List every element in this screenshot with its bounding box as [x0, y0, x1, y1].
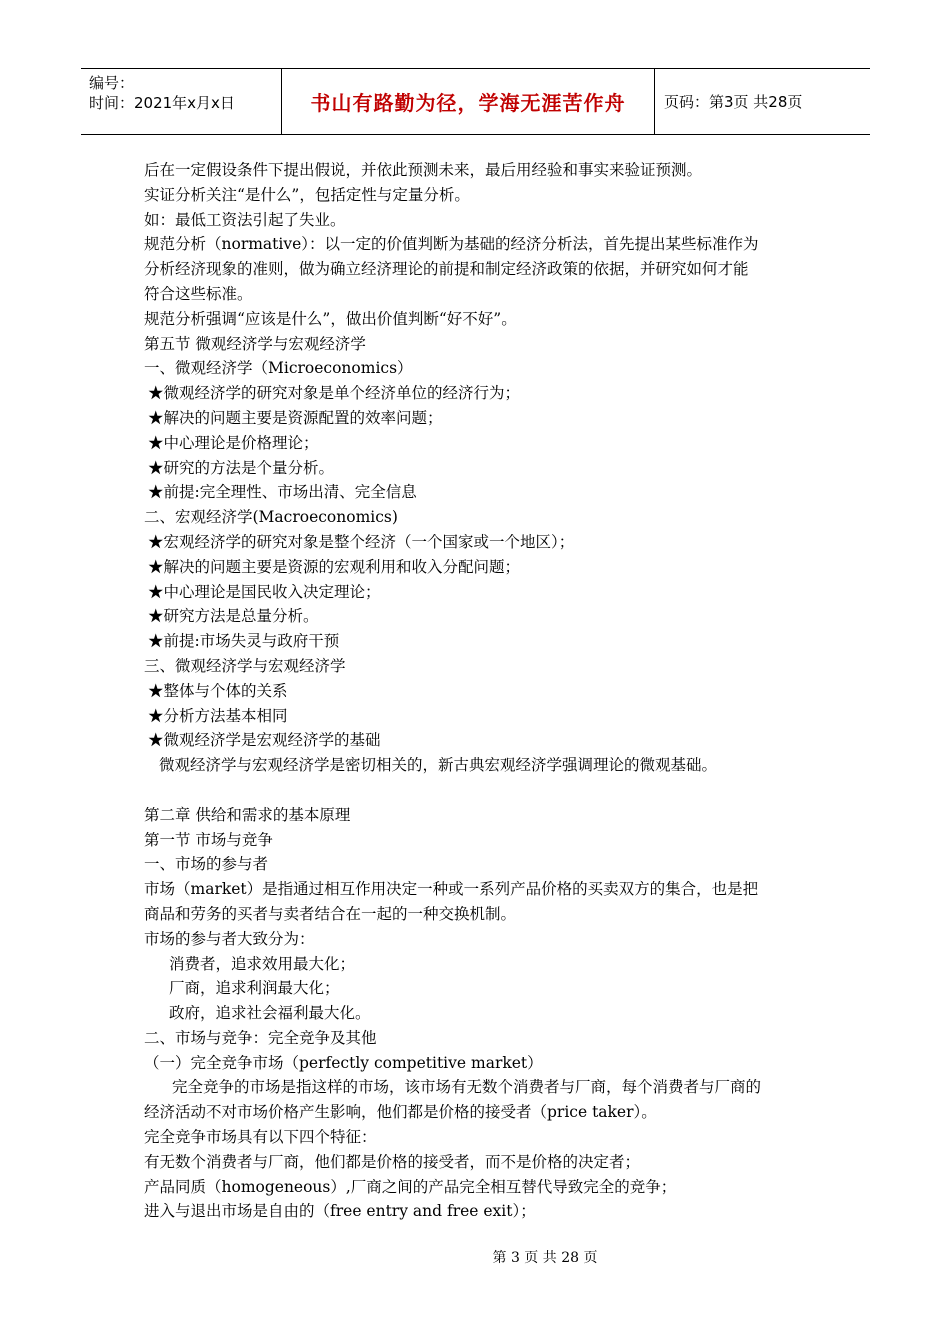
bullet-item: ★前提:完全理性、市场出清、完全信息	[148, 483, 417, 502]
paragraph-line: 市场的参与者大致分为：	[144, 929, 315, 948]
bullet-item: ★宏观经济学的研究对象是整个经济（一个国家或一个地区）；	[148, 532, 575, 551]
bullet-item: ★研究方法是总量分析。	[148, 607, 319, 626]
subsection-heading: 二、市场与竞争：完全竞争及其他	[144, 1028, 377, 1047]
bullet-item: ★分析方法基本相同	[148, 706, 288, 725]
paragraph-line: 经济活动不对市场价格产生影响，他们都是价格的接受者（price taker）。	[144, 1103, 657, 1122]
paragraph-line: 有无数个消费者与厂商，他们都是价格的接受者，而不是价格的决定者；	[144, 1152, 641, 1171]
bullet-item: ★研究的方法是个量分析。	[148, 458, 335, 477]
section-heading: 第一节 市场与竞争	[144, 830, 273, 849]
bullet-item: ★中心理论是价格理论；	[148, 433, 319, 452]
paragraph-line: 完全竞争市场具有以下四个特征：	[144, 1128, 377, 1147]
bullet-item: ★解决的问题主要是资源的宏观利用和收入分配问题；	[148, 557, 521, 576]
page-footer: 第 3 页 共 28 页	[492, 1250, 598, 1266]
paragraph-line: 微观经济学与宏观经济学是密切相关的，新古典宏观经济学强调理论的微观基础。	[159, 756, 718, 775]
subsection-heading: 一、微观经济学（Microeconomics）	[144, 359, 413, 378]
text-line: 规范分析强调“应该是什么”，做出价值判断“好不好”。	[144, 309, 517, 328]
paragraph-line: 产品同质（homogeneous）,厂商之间的产品完全相互替代导致完全的竞争；	[144, 1177, 677, 1196]
text-line: 实证分析关注“是什么”，包括定性与定量分析。	[144, 185, 470, 204]
subsection-heading: 一、市场的参与者	[144, 855, 269, 874]
paragraph-line: 商品和劳务的买者与卖者结合在一起的一种交换机制。	[144, 904, 517, 923]
bullet-item: ★解决的问题主要是资源配置的效率问题；	[148, 408, 443, 427]
text-line: 如：最低工资法引起了失业。	[144, 210, 346, 229]
header-number-label: 编号：	[89, 74, 135, 92]
subsection-heading: 二、宏观经济学(Macroeconomics)	[144, 508, 398, 527]
bullet-item: ★微观经济学的研究对象是单个经济单位的经济行为；	[148, 384, 521, 403]
list-item: 厂商，追求利润最大化；	[169, 979, 340, 998]
chapter-heading: 第二章 供给和需求的基本原理	[144, 805, 351, 824]
paragraph-line: 进入与退出市场是自由的（free entry and free exit）；	[144, 1202, 536, 1221]
bullet-item: ★整体与个体的关系	[148, 681, 288, 700]
bullet-item: ★前提:市场失灵与政府干预	[148, 632, 340, 651]
section-heading: 第五节 微观经济学与宏观经济学	[144, 334, 366, 353]
header-left-cell	[81, 69, 282, 134]
page-header	[81, 68, 870, 135]
document-body	[144, 158, 824, 1224]
subsection-heading: （一）完全竞争市场（perfectly competitive market）	[144, 1053, 543, 1072]
list-item: 消费者，追求效用最大化；	[169, 954, 356, 973]
bullet-item: ★微观经济学是宏观经济学的基础	[148, 731, 381, 750]
paragraph-line: 完全竞争的市场是指这样的市场，该市场有无数个消费者与厂商，每个消费者与厂商的	[172, 1078, 762, 1097]
list-item: 政府，追求社会福利最大化。	[169, 1004, 371, 1023]
blank-line	[144, 778, 824, 803]
paragraph-line: 市场（market）是指通过相互作用决定一种或一系列产品价格的买卖双方的集合，也是把	[144, 880, 759, 899]
text-line: 后在一定假设条件下提出假说，并依此预测未来，最后用经验和事实来验证预测。	[144, 161, 703, 179]
text-line: 分析经济现象的准则，做为确立经济理论的前提和制定经济政策的依据，并研究如何才能	[144, 260, 749, 279]
text-line: 符合这些标准。	[144, 284, 253, 303]
text-line: 规范分析（normative）：以一定的价值判断为基础的经济分析法，首先提出某些标准作为	[144, 235, 759, 254]
subsection-heading: 三、微观经济学与宏观经济学	[144, 656, 346, 675]
header-date-label: 时间：2021年x月x日	[89, 94, 235, 112]
header-page-label: 页码：第3页 共28页	[664, 93, 803, 111]
bullet-item: ★中心理论是国民收入决定理论；	[148, 582, 381, 601]
header-motto: 书山有路勤为径，学海无涯苦作舟	[282, 69, 655, 134]
